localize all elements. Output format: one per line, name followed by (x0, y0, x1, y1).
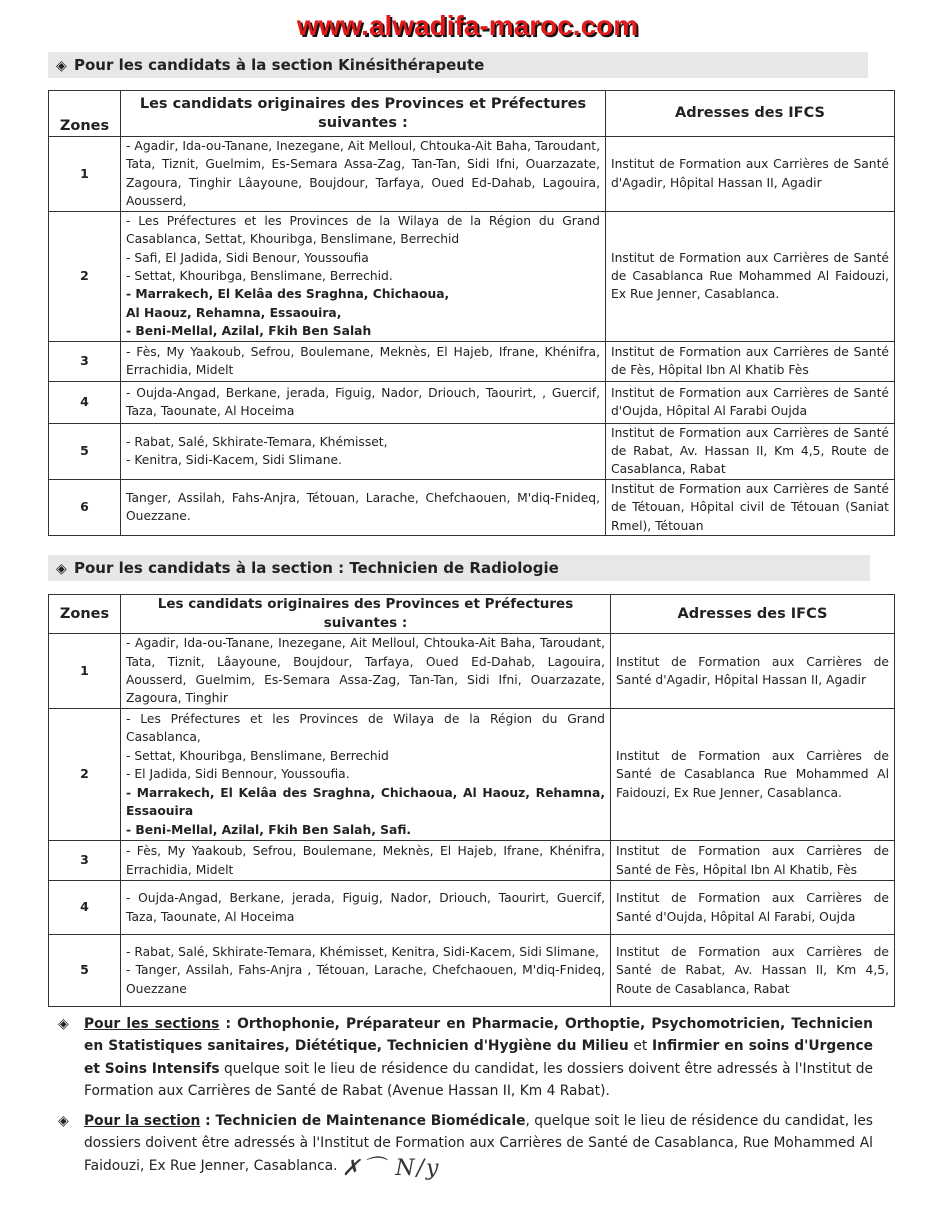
section-kinesitherapeute-title (48, 52, 868, 78)
candidats-cell: - Agadir, Ida-ou-Tanane, Inezegane, Ait Melloul, Chtouka-Ait Baha, Taroudant, Tata, Tiznit, Guelmim, Es-Semara Assa-Zag, Tan-Tan, Sidi Ifni, Ouarzazate, Zagoura, Tinghir Lâayoune, Boujdour, Tarfaya, Oued Ed-Dahab, Lagouira, Aousserd, (121, 137, 606, 212)
zone-cell: 4 (49, 881, 121, 935)
address-cell: Institut de Formation aux Carrières de Santé d'Agadir, Hôpital Hassan II, Agadir (606, 137, 895, 212)
zone-cell: 5 (49, 935, 121, 1007)
header-candidats: Les candidats originaires des Provinces et Préfectures suivantes : (121, 91, 606, 137)
table-radiologie (48, 594, 895, 1007)
section-radiologie-title (48, 555, 870, 581)
candidats-cell: - Oujda-Angad, Berkane, jerada, Figuig, Nador, Driouch, Taourirt, , Guercif, Taza, Taounate, Al Hoceima (121, 381, 606, 423)
address-cell: Institut de Formation aux Carrières de Santé de Casablanca Rue Mohammed Al Faidouzi, Ex Rue Jenner, Casablanca. (611, 709, 895, 841)
address-cell: Institut de Formation aux Carrières de Santé de Rabat, Av. Hassan II, Km 4,5, Route de Casablanca, Rabat (611, 935, 895, 1007)
header-candidats: Les candidats originaires des Provinces et Préfectures suivantes : (121, 595, 611, 634)
address-cell: Institut de Formation aux Carrières de Santé de Tétouan, Hôpital civil de Tétouan (Saniat Rmel), Tétouan (606, 479, 895, 535)
diamond-bullet-icon: ◈ (58, 1016, 69, 1032)
table-row (49, 341, 895, 381)
site-watermark: www.alwadifa-maroc.com (296, 10, 639, 41)
header-adresses: Adresses des IFCS (606, 91, 895, 137)
note-autres-sections: ◈ Pour les sections : Orthophonie, Préparateur en Pharmacie, Orthoptie, Psychomotricien, Technicien en Statistiques sanitaires, Diététique, Technicien d'Hygiène du Milieu et Infirmier en soins d'Urgence et Soins Intensifs quelque soit le lieu de résidence du candidat, les dossiers doivent être adressés à l'Institut de Formation aux Carrières de Santé de Rabat (Avenue Hassan II, Km 4 Rabat). (58, 1013, 873, 1102)
candidats-cell: - Oujda-Angad, Berkane, jerada, Figuig, Nador, Driouch, Taourirt, Guercif, Taza, Taounate, Al Hoceima (121, 881, 611, 935)
candidats-cell: - Agadir, Ida-ou-Tanane, Inezegane, Ait Melloul, Chtouka-Ait Baha, Taroudant, Tata, Tiznit, Lâayoune, Boujdour, Tarfaya, Oued Ed-Dahab, Lagouira, Aousserd, Guelmim, Es-Semara Assa-Zag, Tan-Tan, Sidi Ifni, Ouarzazate, Zagoura, Tinghir (121, 634, 611, 709)
address-cell: Institut de Formation aux Carrières de Santé d'Oujda, Hôpital Al Farabi, Oujda (611, 881, 895, 935)
table-row (49, 137, 895, 212)
note-maintenance-biomedicale: ◈ Pour la section : Technicien de Maintenance Biomédicale, quelque soit le lieu de résidence du candidat, les dossiers doivent être adressés à l'Institut de Formation aux Carrières de Santé de Casablanca, Rue Mohammed Al Faidouzi, Ex Rue Jenner, Casablanca. ✗⌒ N/y (58, 1110, 873, 1180)
address-cell: Institut de Formation aux Carrières de Santé de Casablanca Rue Mohammed Al Faidouzi, Ex Rue Jenner, Casablanca. (606, 211, 895, 341)
zone-cell: 2 (49, 709, 121, 841)
diamond-bullet-icon: ◈ (56, 58, 67, 74)
diamond-bullet-icon: ◈ (56, 561, 67, 577)
candidats-cell: Tanger, Assilah, Fahs-Anjra, Tétouan, Larache, Chefchaouen, M'diq-Fnideq, Ouezzane. (121, 479, 606, 535)
table-row (49, 381, 895, 423)
diamond-bullet-icon: ◈ (58, 1113, 69, 1129)
table-row (49, 479, 895, 535)
table-row (49, 211, 895, 341)
zone-cell: 3 (49, 341, 121, 381)
table-kinesitherapeute (48, 90, 895, 536)
address-cell: Institut de Formation aux Carrières de Santé d'Agadir, Hôpital Hassan II, Agadir (611, 634, 895, 709)
header-zones: Zones (49, 91, 121, 137)
candidats-cell: - Rabat, Salé, Skhirate-Temara, Khémisset, - Kenitra, Sidi-Kacem, Sidi Slimane. (121, 423, 606, 479)
zone-cell: 1 (49, 634, 121, 709)
zone-cell: 4 (49, 381, 121, 423)
table-row (49, 935, 895, 1007)
address-cell: Institut de Formation aux Carrières de Santé d'Oujda, Hôpital Al Farabi Oujda (606, 381, 895, 423)
table-row (49, 709, 895, 841)
table-row (49, 881, 895, 935)
section-title-text: Pour les candidats à la section : Technicien de Radiologie (74, 559, 559, 577)
table-row (49, 634, 895, 709)
address-cell: Institut de Formation aux Carrières de Santé de Fès, Hôpital Ibn Al Khatib, Fès (611, 841, 895, 881)
candidats-cell: - Fès, My Yaakoub, Sefrou, Boulemane, Meknès, El Hajeb, Ifrane, Khénifra, Errachidia, Midelt (121, 341, 606, 381)
zone-cell: 1 (49, 137, 121, 212)
zone-cell: 6 (49, 479, 121, 535)
zone-cell: 5 (49, 423, 121, 479)
candidats-cell: - Les Préfectures et les Provinces de la Wilaya de la Région du Grand Casablanca, Settat, Khouribga, Benslimane, Berrechid - Safi, El Jadida, Sidi Benour, Youssoufia - Settat, Khouribga, Benslimane, Berrechid. - Marrakech, El Kelâa des Sraghna, Chichaoua, Al Haouz, Rehamna, Essaouira, - Beni-Mellal, Azilal, Fkih Ben Salah (121, 211, 606, 341)
header-adresses: Adresses des IFCS (611, 595, 895, 634)
address-cell: Institut de Formation aux Carrières de Santé de Fès, Hôpital Ibn Al Khatib Fès (606, 341, 895, 381)
handwritten-signature: ✗⌒ N/y (341, 1155, 441, 1181)
candidats-cell: - Rabat, Salé, Skhirate-Temara, Khémisset, Kenitra, Sidi-Kacem, Sidi Slimane, - Tanger, Assilah, Fahs-Anjra , Tétouan, Larache, Chefchaouen, M'diq-Fnideq, Ouezzane (121, 935, 611, 1007)
candidats-cell: - Les Préfectures et les Provinces de Wilaya de la Région du Grand Casablanca, - Settat, Khouribga, Benslimane, Berrechid - El Jadida, Sidi Bennour, Youssoufia. - Marrakech, El Kelâa des Sraghna, Chichaoua, Al Haouz, Rehamna, Essaouira - Beni-Mellal, Azilal, Fkih Ben Salah, Safi. (121, 709, 611, 841)
table-row (49, 841, 895, 881)
zone-cell: 3 (49, 841, 121, 881)
zone-cell: 2 (49, 211, 121, 341)
candidats-cell: - Fès, My Yaakoub, Sefrou, Boulemane, Meknès, El Hajeb, Ifrane, Khénifra, Errachidia, Midelt (121, 841, 611, 881)
table-row (49, 423, 895, 479)
address-cell: Institut de Formation aux Carrières de Santé de Rabat, Av. Hassan II, Km 4,5, Route de Casablanca, Rabat (606, 423, 895, 479)
header-zones: Zones (49, 595, 121, 634)
section-title-text: Pour les candidats à la section Kinésithérapeute (74, 56, 485, 74)
